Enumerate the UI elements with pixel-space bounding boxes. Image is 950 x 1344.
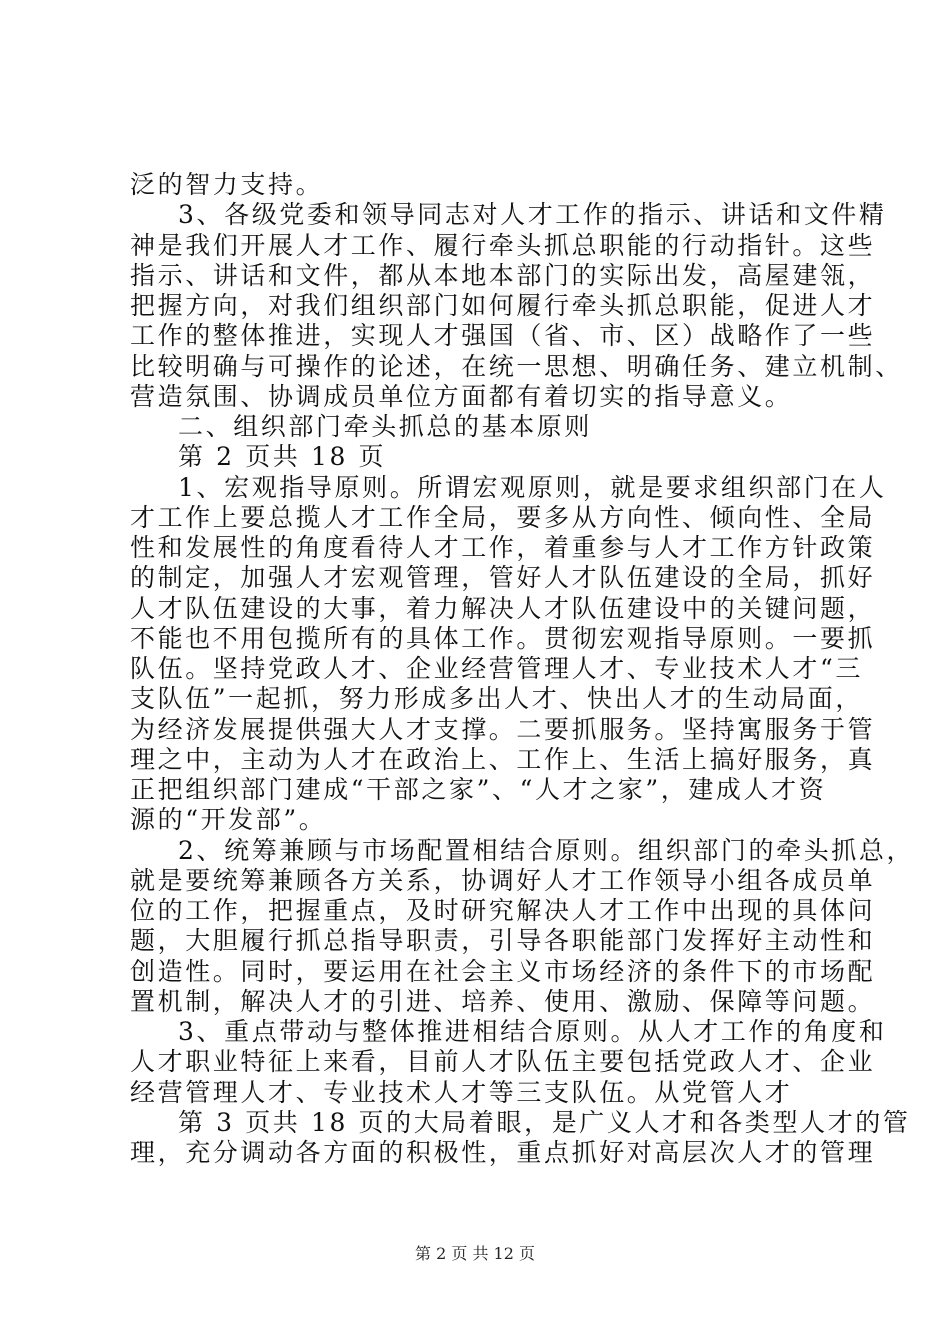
text-line: 3、重点带动与整体推进相结合原则。从人才工作的角度和 [178,1017,887,1046]
text-line: 正把组织部门建成“干部之家”、“人才之家”，建成人才资 [130,775,827,804]
text-line: 才工作上要总揽人才工作全局，要多从方向性、倾向性、全局 [130,502,876,532]
text-line: 队伍。坚持党政人才、企业经营管理人才、专业技术人才“三 [130,654,863,683]
text-line: 把握方向，对我们组织部门如何履行牵头抓总职能，促进人才 [130,291,876,320]
text-line: 第 3 页共 18 页的大局着眼，是广义人才和各类型人才的管 [178,1107,911,1137]
text-line: 创造性。同时，要运用在社会主义市场经济的条件下的市场配 [130,956,876,986]
page-marker: 第 2 页共 18 页 [178,442,387,472]
text-line: 指示、讲话和文件，都从本地本部门的实际出发，高屋建瓴， [130,260,876,290]
text-line: 就是要统筹兼顾各方关系，协调好人才工作领导小组各成员单 [130,865,876,895]
text-line: 2、统筹兼顾与市场配置相结合原则。组织部门的牵头抓总， [178,835,915,865]
text-line: 比较明确与可操作的论述，在统一思想、明确任务、建立机制、 [130,351,903,381]
text-line: 人才职业特征上来看，目前人才队伍主要包括党政人才、企业 [130,1047,876,1077]
text-line: 理，充分调动各方面的积极性，重点抓好对高层次人才的管理 [130,1138,876,1167]
section-heading: 二、组织部门牵头抓总的基本原则 [178,412,593,441]
text-line: 1、宏观指导原则。所谓宏观原则，就是要求组织部门在人 [178,472,887,502]
text-line: 工作的整体推进，实现人才强国（省、市、区）战略作了一些 [130,321,876,351]
text-line: 置机制，解决人才的引进、培养、使用、激励、保障等问题。 [130,986,876,1016]
text-line: 性和发展性的角度看待人才工作，着重参与人才工作方针政策 [130,533,876,562]
text-line: 经营管理人才、专业技术人才等三支队伍。从党管人才 [130,1077,793,1107]
text-line: 的制定，加强人才宏观管理，管好人才队伍建设的全局，抓好 [130,563,876,593]
text-line: 为经济发展提供强大人才支撑。二要抓服务。坚持寓服务于管 [130,714,876,744]
text-line: 神是我们开展人才工作、履行牵头抓总职能的行动指针。这些 [130,230,876,260]
text-line: 营造氛围、协调成员单位方面都有着切实的指导意义。 [130,381,793,411]
text-line: 3、各级党委和领导同志对人才工作的指示、讲话和文件精 [178,200,887,230]
text-line: 人才队伍建设的大事，着力解决人才队伍建设中的关键问题， [130,593,876,623]
text-line: 不能也不用包揽所有的具体工作。贯彻宏观指导原则。一要抓 [130,623,876,653]
page-footer: 第 2 页 共 12 页 [415,1244,535,1263]
text-line: 理之中，主动为人才在政治上、工作上、生活上搞好服务，真 [130,744,876,774]
text-line: 源的“开发部”。 [130,805,327,835]
text-line: 题，大胆履行抓总指导职责，引导各职能部门发挥好主动性和 [130,926,876,956]
text-line: 泛的智力支持。 [130,170,324,199]
text-line: 位的工作，把握重点，及时研究解决人才工作中出现的具体问 [130,896,876,925]
text-line: 支队伍”一起抓，努力形成多出人才、快出人才的生动局面， [130,684,863,714]
